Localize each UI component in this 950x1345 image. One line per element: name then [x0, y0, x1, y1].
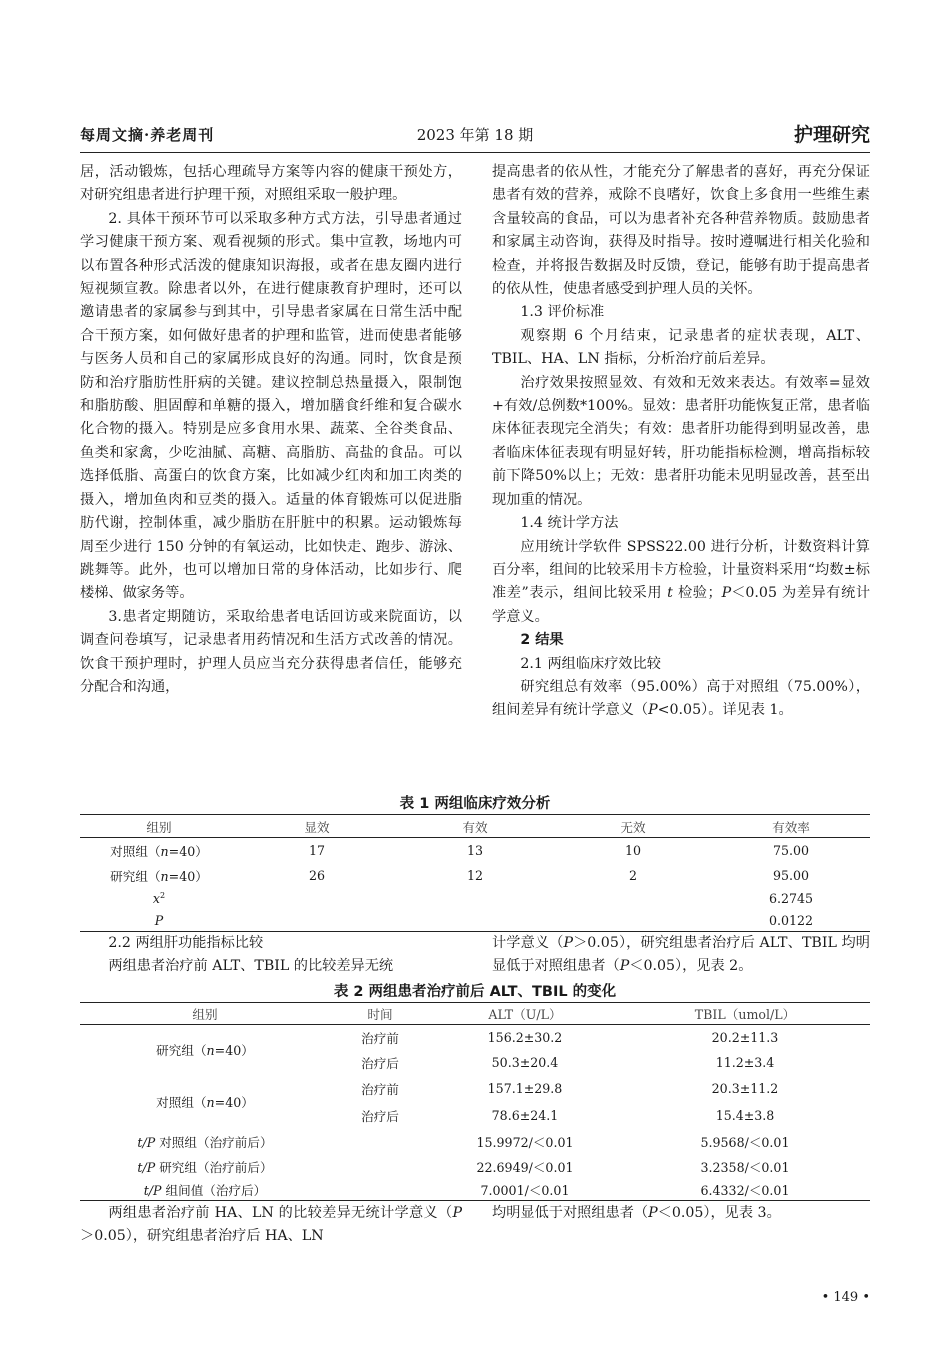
- running-header: [80, 124, 870, 152]
- left-column: [80, 161, 462, 699]
- paragraph: 居，活动锻炼，包括心理疏导方案等内容的健康干预处方，对研究组患者进行护理干预，对照组采取一般护理。: [80, 164, 462, 204]
- journal-name: 每周文摘·养老周刊: [80, 126, 215, 144]
- section-heading-2-2: 2.2 两组肝功能指标比较: [108, 935, 264, 951]
- table-row: 对照组（n=40） 17 13 10 75.00: [110, 842, 810, 859]
- paragraph: 治疗效果按照显效、有效和无效来表达。有效率=显效+有效/总例数*100%。显效：患者肝功能恢复正常，患者临床体征表现完全消失；有效：患者肝功能得到明显改善，患者临床体征表现有明显好转，肝功能指标检测，增高指标较前下降50%以上；无效：患者肝功能未见明显改善，甚至出现加重的情况。: [492, 374, 870, 508]
- left-mid-text: [80, 932, 462, 979]
- paragraph: 观察期 6 个月结束，记录患者的症状表现，ALT、TBIL、HA、LN 指标，分析治疗前后差异。: [492, 327, 870, 368]
- issue-label: 2023 年第 18 期: [416, 126, 534, 144]
- right-column: [492, 161, 870, 723]
- section-heading-1-3: 1.3 评价标准: [520, 304, 605, 321]
- right-mid-text: [492, 932, 870, 979]
- paragraph: 均明显低于对照组患者（P＜0.05），见表 3。: [492, 1205, 781, 1221]
- paragraph: 应用统计学软件 SPSS22.00 进行分析，计数资料计算百分率，组间的比较采用卡方检验，计量资料采用“均数±标准差”表示，组间比较采用 t 检验；P＜0.05 为差异有统计学意义。: [492, 538, 871, 625]
- paragraph: 两组患者治疗前 ALT、TBIL 的比较差异无统: [108, 958, 394, 975]
- section-heading-2-1: 2.1 两组临床疗效比较: [520, 655, 661, 672]
- table-row-stat: t/P 组间值（治疗后） 7.0001/＜0.01 6.4332/＜0.01: [80, 1179, 870, 1201]
- page-number: • 149 •: [821, 1290, 870, 1305]
- paragraph: 计学意义（P＞0.05），研究组患者治疗后 ALT、TBIL 均明显低于对照组患者（P＜0.05），见表 2。: [492, 935, 870, 975]
- table2: [80, 1002, 870, 1201]
- table2-caption: 表 2 两组患者治疗前后 ALT、TBIL 的变化: [333, 984, 617, 1000]
- paragraph: 两组患者治疗前 HA、LN 的比较差异无统计学意义（P＞0.05），研究组患者治疗后 HA、LN: [80, 1205, 462, 1245]
- left-bottom-text: [80, 1202, 462, 1249]
- right-bottom-text: [492, 1202, 870, 1225]
- table-row: 研究组（n=40） 治疗前 156.2±30.2 20.2±11.3: [156, 1029, 779, 1059]
- section-heading-1-4: 1.4 统计学方法: [520, 515, 619, 532]
- section-heading-2: 2 结果: [520, 632, 564, 649]
- paragraph: 研究组总有效率（95.00%）高于对照组（75.00%），组间差异有统计学意义（P<0.05）。详见表 1。: [492, 678, 870, 719]
- table-row: 对照组（n=40） 治疗前 157.1±29.8 20.3±11.2: [156, 1080, 779, 1110]
- table-row-stat: t/P 对照组（治疗前后） 15.9972/＜0.01 5.9568/＜0.01: [137, 1134, 790, 1150]
- paragraph: 3.患者定期随访，采取给患者电话回访或来院面访，以调查问卷填写，记录患者用药情况和生活方式改善的情况。饮食干预护理时，护理人员应当充分获得患者信任，能够充分配合和沟通，: [80, 608, 462, 695]
- table-row: 研究组（n=40） 26 12 2 95.00: [110, 867, 810, 884]
- table-row: 治疗后 78.6±24.1 15.4±3.8: [361, 1107, 775, 1124]
- header-rule: [80, 152, 870, 153]
- table-row-p: P 0.0122: [80, 910, 870, 932]
- table1-caption: 表 1 两组临床疗效分析: [399, 796, 551, 812]
- table2-header-row: 组别 时间 ALT（U/L） TBIL（umol/L）: [80, 1003, 870, 1025]
- paragraph: 2. 具体干预环节可以采取多种方式方法，引导患者通过学习健康干预方案、观看视频的形式。集中宣教，场地内可以布置各种形式活泼的健康知识海报，或者在患友圈内进行短视频宣教。除患者以外，在进行健康教育护理时，还可以邀请患者的家属参与到其中，引导患者家属在日常生活中配合干预方案，如何做好患者的护理和监管，进而使患者能够与医务人员和自己的家属形成良好的沟通。同时，饮食是预防和治疗脂肪性肝病的关键。建议控制总热量摄入，限制饱和脂肪酸、胆固醇和单糖的摄入，增加膳食纤维和复合碳水化合物的摄入。特别是应多食用水果、蔬菜、全谷类食品、鱼类和家禽，少吃油腻、高糖、高脂肪、高盐的食品。可以选择低脂、高蛋白的饮食方案，比如减少红肉和加工肉类的摄入，增加鱼肉和豆类的摄入。适量的体育锻炼可以促进脂肪代谢，控制体重，减少脂肪在肝脏中的积累。运动锻炼每周至少进行 150 分钟的有氧运动，比如快走、跑步、游泳、跳舞等。此外，也可以增加日常的身体活动，比如步行、爬楼梯、做家务等。: [80, 210, 462, 602]
- table-row: 治疗后 50.3±20.4 11.2±3.4: [361, 1054, 775, 1071]
- paragraph: 提高患者的依从性，才能充分了解患者的喜好，再充分保证患者有效的营养，戒除不良嗜好，饮食上多食用一些维生素含量较高的食品，可以为患者补充各种营养物质。鼓励患者和家属主动咨询，获得及时指导。按时遵嘱进行相关化验和检查，并将报告数据及时反馈，登记，能够有助于提高患者的依从性，使患者感受到护理人员的关怀。: [492, 164, 870, 298]
- table-row-stat: t/P 研究组（治疗前后） 22.6949/＜0.01 3.2358/＜0.01: [137, 1159, 790, 1175]
- section-label: 护理研究: [793, 124, 870, 146]
- table1-header-row: 组别 显效 有效 无效 有效率: [80, 815, 870, 838]
- table1: [80, 814, 870, 932]
- table-row-chi: $x^2$ 6.2745: [152, 890, 814, 907]
